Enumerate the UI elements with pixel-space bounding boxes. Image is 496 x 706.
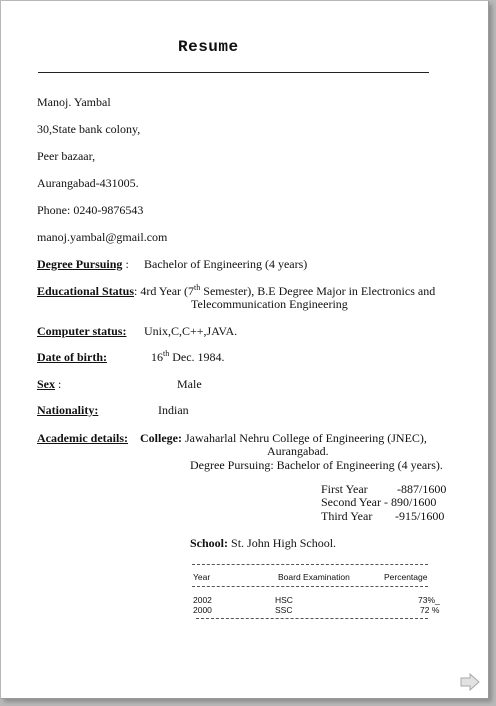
table-header-rule: [192, 586, 428, 587]
sex-row: [37, 377, 61, 392]
dob-value: [151, 350, 225, 365]
dob-rest: Dec. 1984.: [169, 350, 225, 364]
nationality-label: Nationality:: [37, 403, 99, 417]
table-header-percentage: Percentage: [384, 572, 428, 582]
degree-label: Degree Pursuing: [37, 257, 123, 271]
degree-separator: :: [122, 257, 129, 271]
year-2-score: 890/1600: [391, 495, 437, 509]
college-name: Jawaharlal Nehru College of Engineering (JNEC),: [184, 431, 427, 445]
degree-value: Bachelor of Engineering (4 years): [144, 257, 308, 271]
school-label: School:: [190, 536, 229, 550]
education-separator: :: [134, 284, 138, 298]
dob-label: Date of birth:: [37, 350, 107, 364]
year-3-label: Third Year: [321, 509, 373, 523]
table-bottom-rule: [196, 618, 428, 619]
dob-superscript: th: [163, 349, 170, 358]
year-1-label: First Year: [321, 482, 368, 496]
table-row-2-board: SSC: [275, 605, 293, 615]
title-divider: [38, 72, 429, 73]
year-1-score: -887/1600: [397, 482, 447, 496]
contact-phone: Phone: 0240-9876543: [37, 203, 144, 217]
degree-row: [37, 257, 129, 272]
college-city: Aurangabad.: [267, 444, 329, 458]
dob-day: 16: [151, 350, 163, 364]
contact-name: Manoj. Yambal: [37, 95, 111, 109]
education-value-line2: Telecommunication Engineering: [191, 297, 348, 311]
table-header-board: Board Examination: [278, 572, 350, 582]
table-row-1-year: 2002: [193, 595, 212, 605]
table-top-rule: [192, 564, 428, 565]
table-row-1-board: HSC: [275, 595, 293, 605]
college-degree-line: Degree Pursuing: Bachelor of Engineering (4 years).: [190, 458, 443, 472]
school-row: [190, 536, 336, 551]
college-label: College:: [140, 431, 182, 445]
page-title: Resume: [178, 38, 239, 56]
contact-address-line1: 30,State bank colony,: [37, 122, 141, 136]
nationality-value: Indian: [158, 403, 189, 417]
education-value-pre: 4rd Year (7: [137, 284, 195, 298]
sex-label: Sex: [37, 377, 55, 391]
resume-page: [1, 1, 489, 699]
table-row-2-percentage: 72 %: [420, 605, 440, 615]
next-page-arrow-icon[interactable]: [460, 673, 480, 696]
contact-email: manoj.yambal@gmail.com: [37, 230, 168, 244]
education-label: Educational Status: [37, 284, 135, 298]
sex-separator: :: [55, 377, 62, 391]
year-3-score: -915/1600: [395, 509, 445, 523]
table-row-2-year: 2000: [193, 605, 212, 615]
contact-address-line3: Aurangabad-431005.: [37, 176, 139, 190]
computer-status-label: Computer status:: [37, 324, 127, 338]
academic-details-label: Academic details:: [37, 431, 128, 445]
contact-address-line2: Peer bazaar,: [37, 149, 96, 163]
school-name: St. John High School.: [231, 536, 337, 550]
computer-status-value: Unix,C,C++,JAVA.: [144, 324, 238, 338]
education-value-post: Semester), B.E Degree Major in Electronics and: [200, 284, 436, 298]
year-2-label: Second Year -: [321, 495, 388, 509]
table-header-year: Year: [193, 572, 211, 582]
sex-value: Male: [177, 377, 202, 391]
table-row-1-percentage: 73%_: [418, 595, 440, 605]
education-superscript: th: [194, 283, 201, 292]
